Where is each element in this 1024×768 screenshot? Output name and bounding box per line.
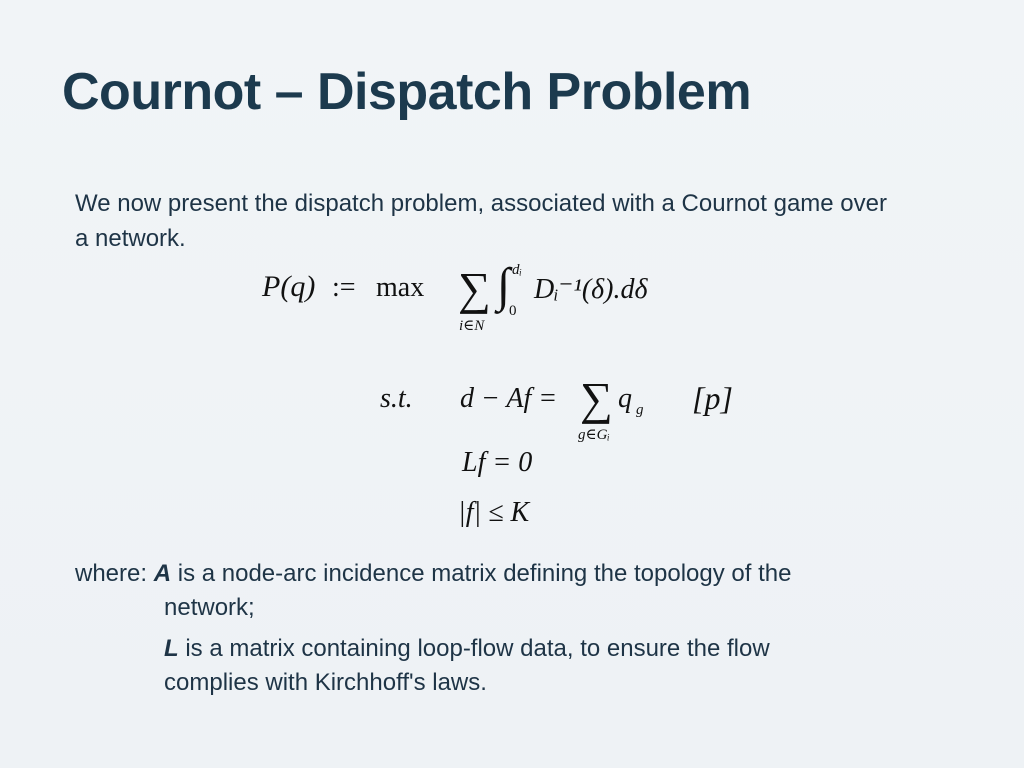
objective-max: max [376, 272, 425, 303]
balance-constraint-lhs: d − Af = [460, 383, 558, 414]
definition-A-continued: network; [164, 594, 255, 621]
objective-integrand: Dᵢ⁻¹(δ).dδ [534, 274, 648, 305]
capacity-constraint: |f| ≤ K [458, 497, 530, 528]
objective-lower-limit: 0 [509, 303, 517, 319]
objective-sum-symbol: ∑ [458, 263, 491, 314]
intro-paragraph: We now present the dispatch problem, associated with a Cournot game over a network. [75, 190, 887, 252]
balance-sum-symbol: ∑ [580, 373, 613, 424]
objective-lhs: P(q) [262, 270, 316, 303]
symbol-L: L [164, 635, 179, 662]
balance-rhs-sub: g [636, 402, 644, 418]
definition-L [164, 632, 964, 666]
st-label: s.t. [380, 383, 413, 414]
objective-assign: := [332, 272, 356, 303]
slide-title: Cournot – Dispatch Problem [62, 63, 752, 121]
definition-L-text: is a matrix containing loop-flow data, to ensure the flow [178, 635, 770, 662]
where-label: where: [75, 560, 148, 587]
definition-A-text: is a node-arc incidence matrix defining the topology of the [171, 560, 792, 587]
dual-variable: [p] [692, 380, 733, 416]
balance-sum-index: g∈Gᵢ [578, 427, 610, 443]
objective-upper-limit: dᵢ [512, 262, 522, 278]
objective-integral-symbol: ∫ [497, 259, 511, 312]
objective-sum-index: i∈N [459, 318, 485, 334]
definition-A [75, 557, 955, 591]
loop-flow-constraint: Lf = 0 [462, 447, 533, 478]
symbol-A: A [153, 560, 172, 587]
definition-L-continued: complies with Kirchhoff's laws. [164, 669, 487, 696]
balance-rhs: q [618, 383, 632, 414]
